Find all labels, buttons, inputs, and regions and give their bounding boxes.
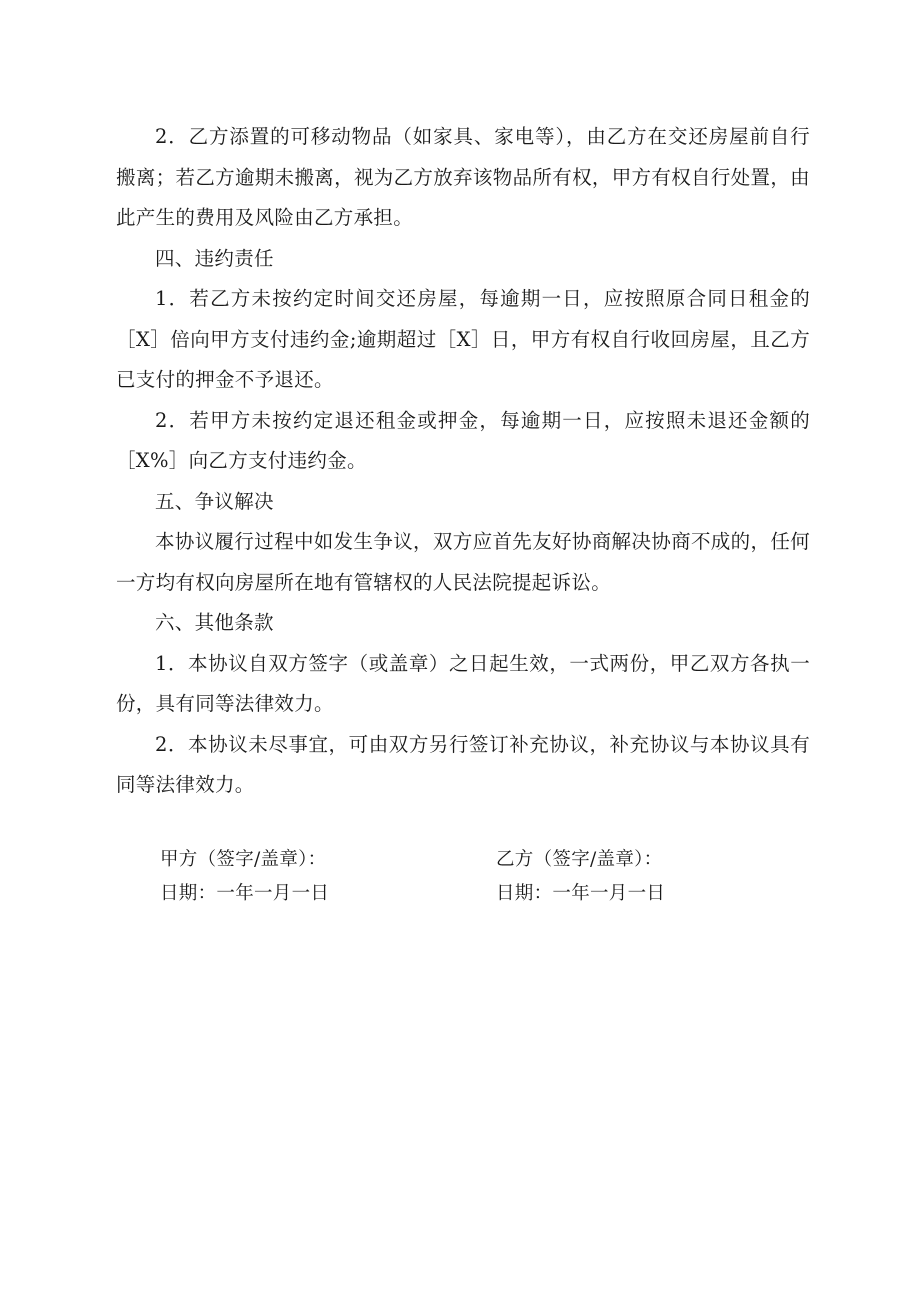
party-a-date-label: 日期：一年一月一日 (160, 883, 330, 904)
clause-4-1-paragraph: 1．若乙方未按约定时间交还房屋，每逾期一日，应按照原合同日租金的［X］倍向甲方支付违约金;逾期超过［X］日，甲方有权自行收回房屋，且乙方已支付的押金不予退还。 (116, 287, 810, 391)
clause-6-1-paragraph: 1．本协议自双方签字（或盖章）之日起生效，一式两份，甲乙双方各执一份，具有同等法律效力。 (116, 651, 810, 715)
section-heading-dispute-resolution: 五、争议解决 (155, 489, 274, 513)
document-body (116, 117, 810, 806)
date-row (160, 877, 760, 911)
clause-5-paragraph: 本协议履行过程中如发生争议，双方应首先友好协商解决协商不成的，任何一方均有权向房屋所在地有管辖权的人民法院提起诉讼。 (116, 530, 810, 594)
party-a-signature-label: 甲方（签字/盖章）： (160, 849, 327, 870)
clause-4-2-paragraph: 2．若甲方未按约定退还租金或押金，每逾期一日，应按照未退还金额的［X%］向乙方支付违约金。 (116, 408, 810, 472)
section-heading-other-terms: 六、其他条款 (155, 611, 274, 634)
section-heading-breach-liability: 四、违约责任 (155, 246, 274, 270)
party-b-signature-label: 乙方（签字/盖章）： (496, 849, 663, 870)
party-b-date-label: 日期：一年一月一日 (496, 883, 666, 904)
signature-row (160, 843, 760, 877)
clause-3-2-paragraph: 2．乙方添置的可移动物品（如家具、家电等），由乙方在交还房屋前自行搬离；若乙方逾期未搬离，视为乙方放弃该物品所有权，甲方有权自行处置，由此产生的费用及风险由乙方承担。 (116, 125, 810, 229)
signature-block (160, 843, 760, 911)
clause-6-2-paragraph: 2．本协议未尽事宜，可由双方另行签订补充协议，补充协议与本协议具有同等法律效力。 (116, 732, 810, 796)
